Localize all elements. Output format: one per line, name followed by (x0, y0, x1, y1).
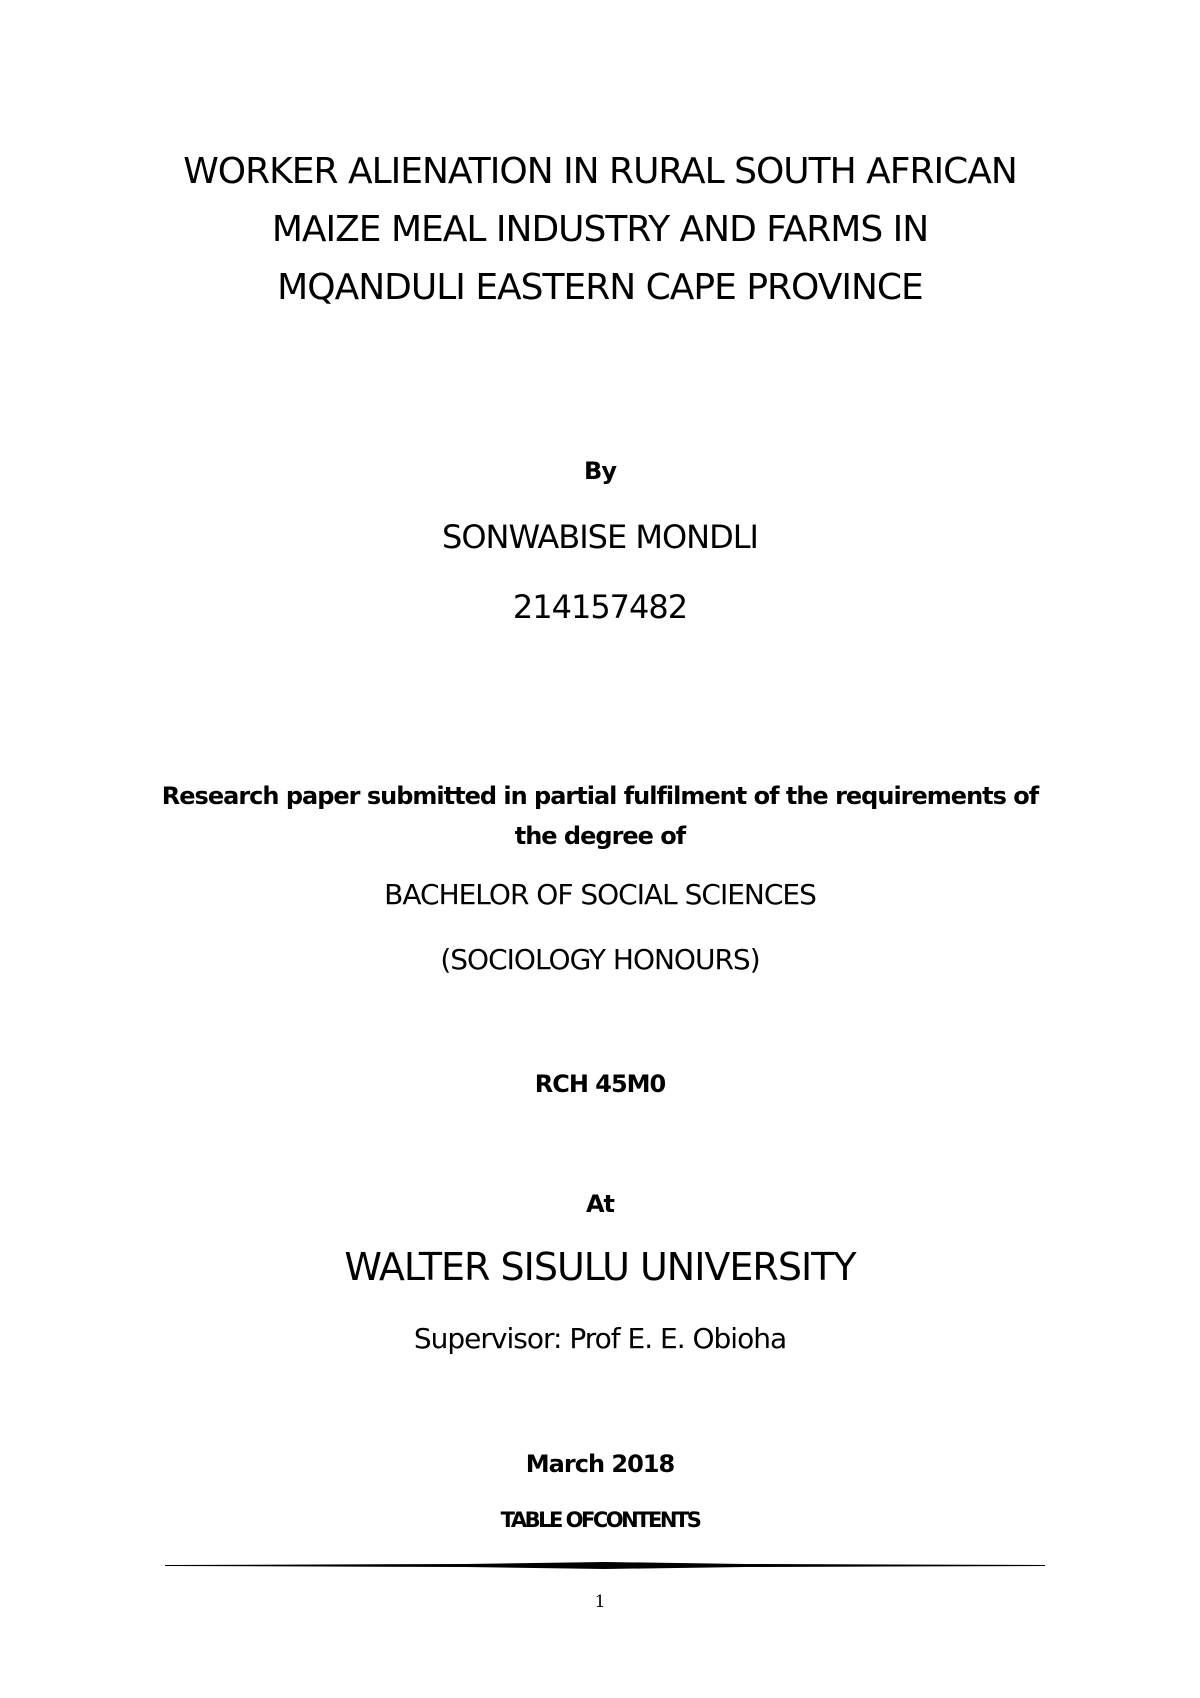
supervisor: Supervisor: Prof E. E. Obioha (413, 1322, 787, 1355)
author-name: SONWABISE MONDLI (442, 518, 758, 556)
title-line-2: MAIZE MEAL INDUSTRY AND FARMS IN (271, 209, 929, 250)
page-number: 1 (594, 1592, 606, 1612)
title-line-3: MQANDULI EASTERN CAPE PROVINCE (277, 267, 923, 308)
at-label: At (585, 1190, 615, 1218)
degree-line-1: BACHELOR OF SOCIAL SCIENCES (384, 878, 816, 911)
university-name: WALTER SISULU UNIVERSITY (344, 1245, 856, 1289)
degree-line-2: (SOCIOLOGY HONOURS) (440, 943, 760, 976)
toc-heading: TABLE OFCONTENTS (500, 1508, 700, 1532)
date: March 2018 (525, 1450, 675, 1478)
by-label: By (584, 457, 616, 485)
title-line-1: WORKER ALIENATION IN RURAL SOUTH AFRICAN (183, 151, 1017, 192)
student-number: 214157482 (512, 588, 688, 626)
divider-rule (165, 1562, 1045, 1569)
course-code: RCH 45M0 (534, 1070, 666, 1098)
submission-statement: Research paper submitted in partial fulfilment of the requirements of the degree of (161, 782, 1039, 850)
